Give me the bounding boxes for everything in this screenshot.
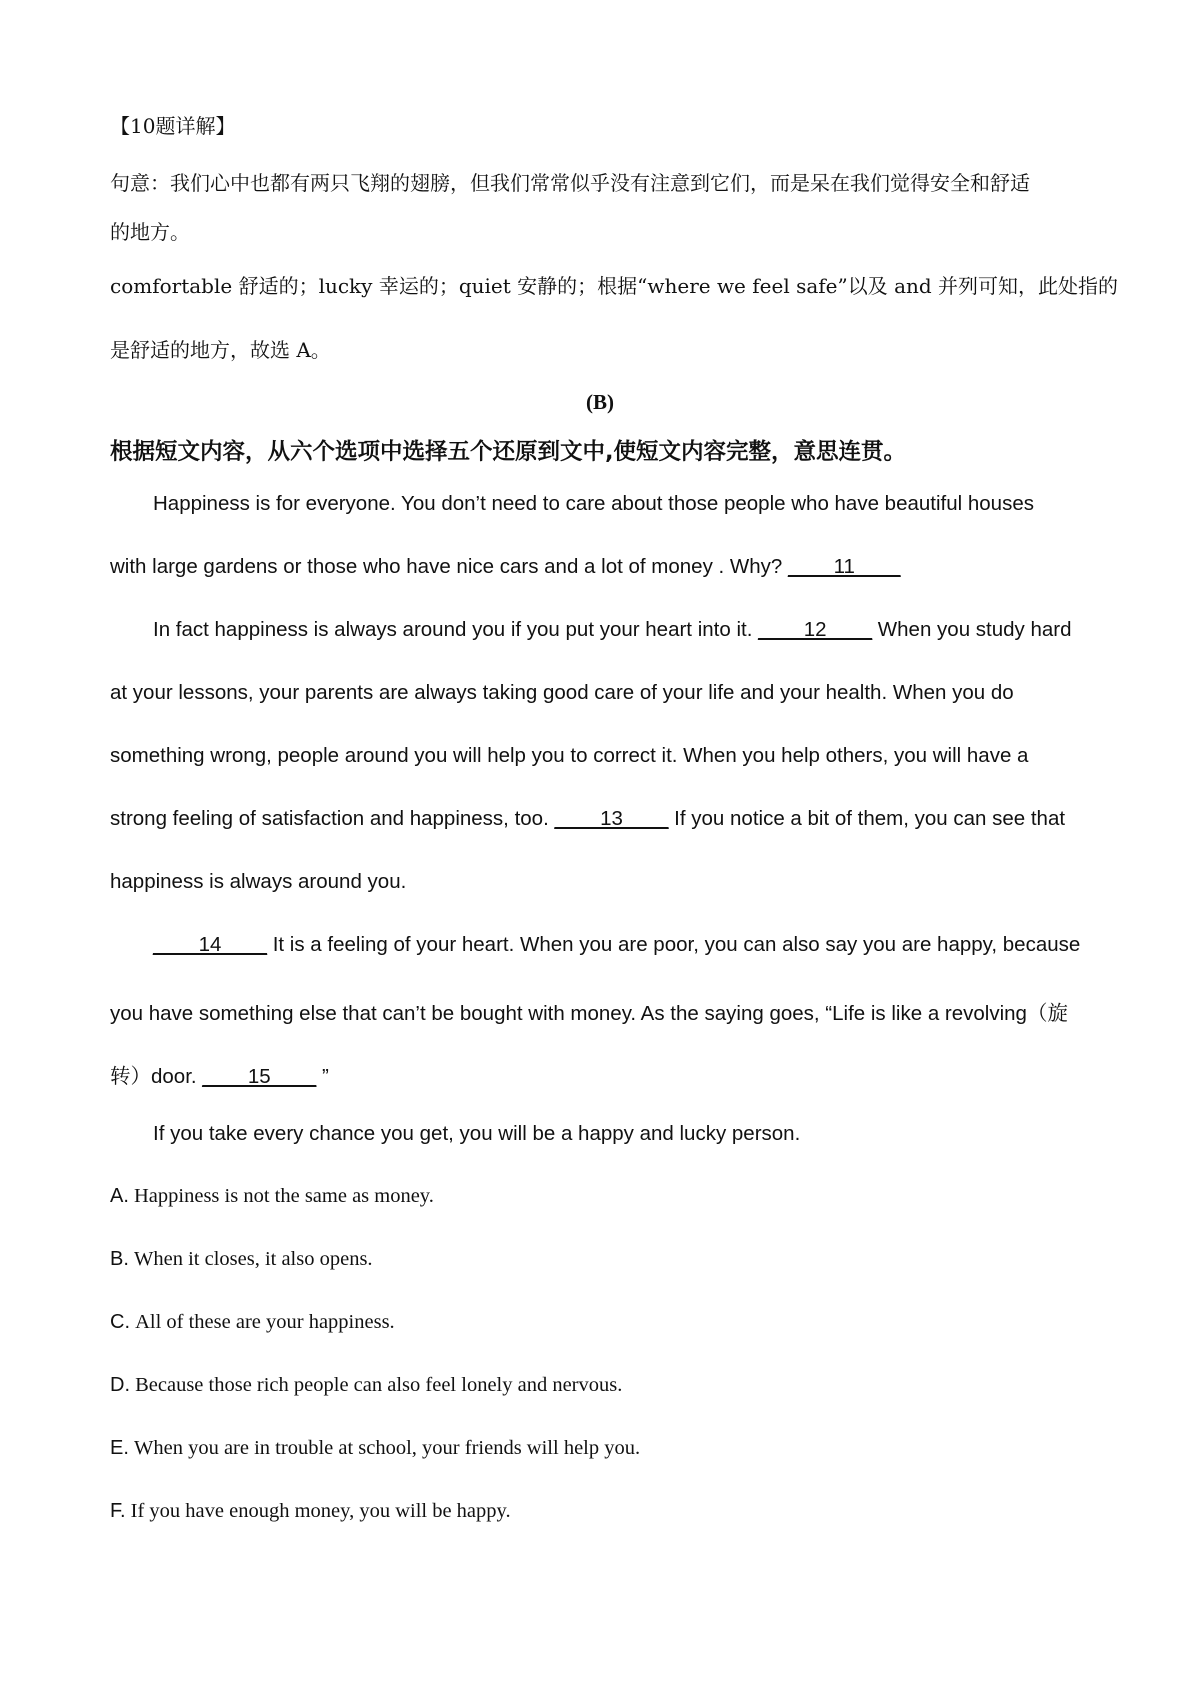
passage-line: If you take every chance you get, you will be a happy and lucky person.	[153, 1122, 801, 1145]
option-letter: E.	[110, 1437, 129, 1459]
option-text: All of these are your happiness.	[135, 1311, 395, 1333]
passage-line: Happiness is for everyone. You don’t need to care about those people who have beautiful houses	[153, 492, 1034, 515]
option-text: Because those rich people can also feel lonely and nervous.	[135, 1374, 623, 1396]
option-e	[110, 1437, 640, 1460]
passage-line: at your lessons, your parents are always taking good care of your life and your health. When you do	[110, 681, 1014, 704]
passage-line	[110, 807, 1065, 831]
section-b-instruction: 根据短文内容，从六个选项中选择五个还原到文中,使短文内容完整，意思连贯。	[110, 439, 907, 465]
passage-text: In fact happiness is always around you if you put your heart into it.	[153, 618, 759, 641]
passage-line: happiness is always around you.	[110, 870, 407, 893]
passage-line: you have something else that can’t be bought with money. As the saying goes, “Life is like a revolving（旋	[110, 1002, 1068, 1025]
passage-text: strong feeling of satisfaction and happiness, too.	[110, 807, 555, 830]
option-letter: D.	[110, 1374, 130, 1396]
passage-line: something wrong, people around you will help you to correct it. When you help others, you will have a	[110, 744, 1029, 767]
option-f	[110, 1500, 511, 1523]
option-text: When it closes, it also opens.	[134, 1248, 373, 1270]
option-letter: F.	[110, 1500, 126, 1522]
analysis-explanation-line: comfortable 舒适的；lucky 幸运的；quiet 安静的；根据“where we feel safe”以及 and 并列可知，此处指的	[110, 274, 1119, 298]
passage-line	[153, 933, 1080, 957]
passage-text: with large gardens or those who have nice cars and a lot of money . Why?	[110, 555, 789, 578]
option-b	[110, 1248, 373, 1271]
blank-15: ____15____	[202, 1065, 317, 1088]
option-d	[110, 1374, 622, 1397]
blank-14: ____14____	[153, 933, 268, 956]
option-letter: C.	[110, 1311, 130, 1333]
analysis-explanation-line: 是舒适的地方，故选 A。	[110, 338, 331, 362]
option-a	[110, 1185, 434, 1208]
blank-11: ____11____	[788, 555, 901, 578]
passage-text: When you study hard	[872, 618, 1072, 641]
passage-line	[110, 1059, 329, 1089]
option-text: When you are in trouble at school, your friends will help you.	[134, 1437, 641, 1459]
option-letter: A.	[110, 1185, 129, 1207]
option-letter: B.	[110, 1248, 129, 1270]
blank-12: ____12____	[758, 618, 873, 641]
option-text: If you have enough money, you will be happy.	[130, 1500, 511, 1522]
passage-line	[153, 618, 1072, 642]
analysis-heading: 【10题详解】	[110, 114, 236, 138]
section-b-title: (B)	[586, 390, 614, 414]
blank-13: ____13____	[554, 807, 669, 830]
passage-text: ”	[316, 1065, 329, 1088]
passage-text: It is a feeling of your heart. When you are poor, you can also say you are happy, because	[267, 933, 1081, 956]
passage-text: If you notice a bit of them, you can see that	[668, 807, 1066, 830]
passage-line	[110, 555, 901, 579]
passage-text: 转）door.	[110, 1065, 203, 1088]
option-c	[110, 1311, 395, 1334]
analysis-meaning-line: 句意：我们心中也都有两只飞翔的翅膀，但我们常常似乎没有注意到它们，而是呆在我们觉得安全和舒适	[110, 171, 1030, 195]
option-text: Happiness is not the same as money.	[134, 1185, 434, 1207]
analysis-meaning-line: 的地方。	[110, 220, 190, 244]
